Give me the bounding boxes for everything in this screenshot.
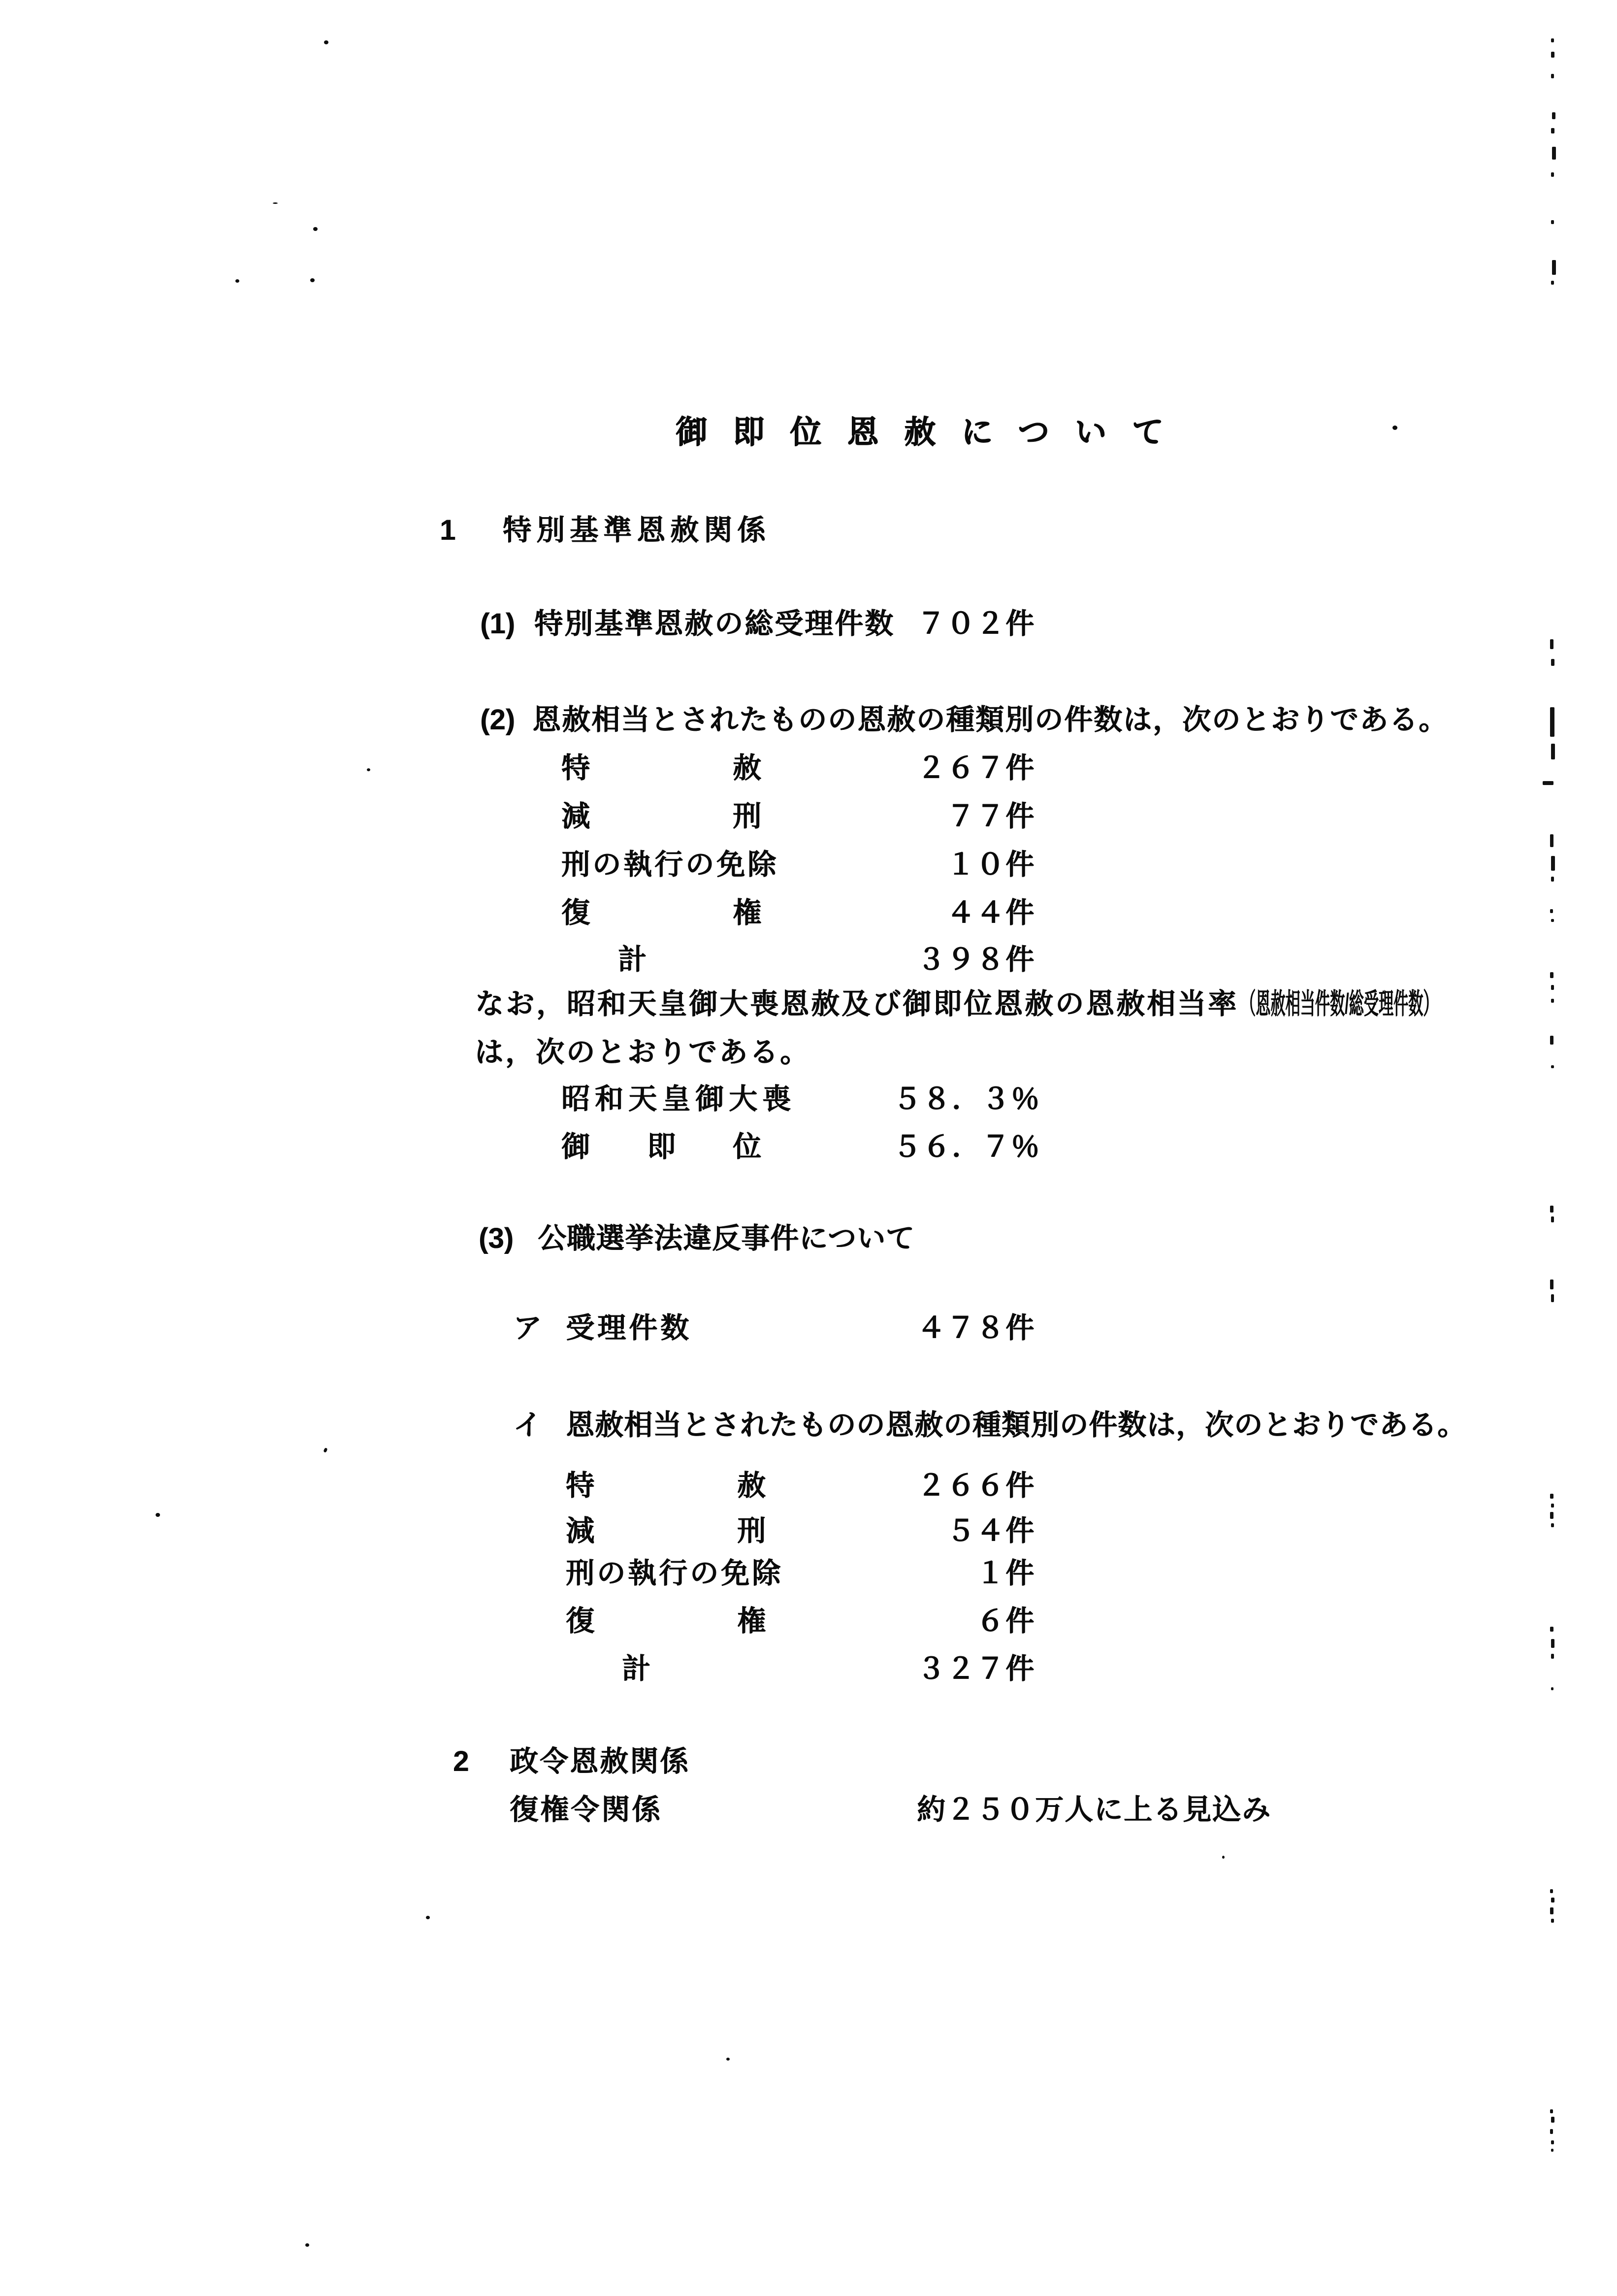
- amnesty-count-value: ２６６件: [917, 1470, 1035, 1502]
- scan-artifact: [305, 2243, 309, 2247]
- scan-artifact: [1550, 909, 1553, 913]
- note-continuation-row: [0, 1037, 1617, 1073]
- section2-value: 約２５０万人に上る見込み: [917, 1794, 1272, 1826]
- scan-artifact: [1551, 919, 1554, 922]
- amnesty-type-label: 刑の執行の免除: [566, 1557, 783, 1589]
- scan-artifact: [1551, 1294, 1554, 1302]
- amnesty-row-menjo: [0, 849, 1617, 886]
- scan-artifact: [1551, 744, 1555, 759]
- amnesty-row-tokusha: [0, 753, 1617, 789]
- scan-artifact: [1222, 1856, 1225, 1859]
- amnesty-total-row: [0, 944, 1617, 981]
- amnesty-type-label: 刑の執行の免除: [561, 849, 779, 881]
- suba-row: [0, 1312, 1617, 1349]
- section2-heading: 政令恩赦関係: [510, 1745, 690, 1777]
- note-row: [0, 988, 1617, 1025]
- item3-heading-row: [0, 1223, 1617, 1259]
- section2-row: [0, 1794, 1617, 1831]
- section1-heading-row: [0, 515, 1617, 551]
- scan-artifact: [1551, 1919, 1554, 1923]
- amnesty-count-value: ２６７件: [917, 752, 1035, 784]
- scan-artifact: [1550, 639, 1553, 649]
- title-row: [0, 415, 1617, 451]
- item1-text: 特別基準恩赦の総受理件数: [534, 608, 895, 640]
- scan-artifact: [1552, 112, 1555, 119]
- scan-artifact: [1551, 985, 1554, 990]
- amnesty-type-label: 特 赦: [561, 752, 762, 784]
- scan-artifact: [1550, 1907, 1553, 1914]
- amnesty-count-value: ５４件: [917, 1515, 1035, 1547]
- suba-marker: ア: [513, 1312, 542, 1344]
- scan-artifact: [1551, 74, 1554, 78]
- scan-artifact: [1550, 1279, 1553, 1289]
- rate-row-taiso: [0, 1083, 1617, 1120]
- scan-artifact: [1551, 128, 1554, 133]
- scan-artifact: [1550, 1512, 1553, 1519]
- amnesty-total-row-2: [0, 1653, 1617, 1690]
- item1-marker: (1): [480, 608, 515, 640]
- amnesty-row-fukken-2: [0, 1606, 1617, 1642]
- scan-artifact: [1552, 260, 1556, 275]
- scan-artifact: [1550, 1889, 1553, 1893]
- amnesty-count-value: ４４件: [917, 897, 1035, 929]
- total-value: ３９８件: [917, 944, 1035, 976]
- item3-marker: (3): [479, 1222, 514, 1254]
- amnesty-row-menjo-2: [0, 1558, 1617, 1594]
- subb-heading-row: [0, 1410, 1617, 1446]
- scan-artifact: [273, 202, 278, 204]
- note-text: なお，昭和天皇御大喪恩赦及び御即位恩赦の恩赦相当率: [475, 988, 1239, 1020]
- rate-label: 昭和天皇御大喪: [561, 1083, 796, 1115]
- amnesty-type-label: 特 赦: [566, 1470, 766, 1502]
- scan-artifact: [1551, 1523, 1554, 1527]
- scan-artifact: [1551, 1654, 1554, 1659]
- scan-artifact: [235, 279, 239, 283]
- rate-value: ５６．７％: [893, 1131, 1041, 1163]
- total-label: 計: [618, 944, 647, 976]
- total-value: ３２７件: [917, 1653, 1035, 1685]
- scan-artifact: [313, 227, 318, 231]
- item2-heading-row: [0, 704, 1617, 741]
- scan-artifact: [1551, 281, 1554, 285]
- amnesty-count-value: ６件: [917, 1605, 1035, 1637]
- scan-artifact: [1551, 2149, 1553, 2152]
- scan-artifact: [1543, 781, 1553, 785]
- scan-artifact: [1551, 999, 1554, 1003]
- suba-value: ４７８件: [917, 1312, 1035, 1344]
- amnesty-type-label: 復 権: [561, 897, 762, 929]
- scan-artifact: [324, 40, 328, 44]
- page-title: 御即位恩赦について: [676, 414, 1189, 450]
- scan-artifact: [1551, 1216, 1554, 1222]
- amnesty-type-label: 減 刑: [561, 800, 762, 832]
- scan-artifact: [1551, 220, 1554, 224]
- scan-artifact: [1551, 2117, 1554, 2123]
- amnesty-type-label: 復 権: [566, 1605, 766, 1637]
- scan-artifact: [1552, 147, 1556, 160]
- rate-row-sokui: [0, 1131, 1617, 1168]
- scan-artifact: [1551, 38, 1554, 42]
- amnesty-row-tokusha-2: [0, 1470, 1617, 1507]
- item3-text: 公職選挙法違反事件について: [538, 1222, 915, 1254]
- scan-artifact: [1550, 707, 1554, 737]
- subb-marker: イ: [513, 1409, 542, 1441]
- amnesty-row-fukken: [0, 897, 1617, 934]
- scan-artifact: [1550, 1036, 1553, 1045]
- scan-artifact: [1551, 1065, 1554, 1068]
- amnesty-row-genkei-2: [0, 1515, 1617, 1552]
- scan-artifact: [1550, 2109, 1553, 2113]
- section2-label: 復権令関係: [510, 1794, 663, 1826]
- scan-artifact: [1551, 1687, 1553, 1690]
- scan-artifact: [1551, 52, 1554, 58]
- scan-artifact: [1550, 1494, 1553, 1499]
- scan-artifact: [726, 2058, 730, 2061]
- scan-artifact: [1550, 972, 1553, 978]
- scan-artifact: [1392, 426, 1397, 430]
- scan-artifact: [156, 1513, 160, 1517]
- scan-artifact: [1551, 659, 1554, 666]
- scan-artifact: [310, 278, 315, 282]
- item2-text: 恩赦相当とされたものの恩赦の種類別の件数は，次のとおりである。: [532, 704, 1449, 736]
- amnesty-count-value: １件: [917, 1557, 1035, 1589]
- amnesty-row-genkei: [0, 801, 1617, 837]
- section2-heading-row: [0, 1746, 1617, 1782]
- section1-heading: 特別基準恩赦関係: [503, 514, 771, 546]
- rate-value: ５８．３％: [893, 1083, 1041, 1115]
- item1-row: [0, 608, 1617, 645]
- scan-artifact: [367, 768, 370, 771]
- scan-artifact: [1551, 877, 1554, 882]
- scan-artifact: [1551, 172, 1554, 177]
- amnesty-type-label: 減 刑: [566, 1515, 766, 1547]
- scan-artifact: [1551, 1898, 1554, 1902]
- total-label: 計: [622, 1653, 651, 1685]
- subb-text: 恩赦相当とされたものの恩赦の種類別の件数は，次のとおりである。: [566, 1409, 1467, 1441]
- item1-value: ７０２件: [917, 608, 1035, 640]
- note-paren: （恩赦相当件数/総受理件数）: [1241, 988, 1438, 1020]
- scan-artifact: [1551, 1504, 1554, 1508]
- amnesty-count-value: １０件: [917, 849, 1035, 881]
- section2-number: 2: [453, 1745, 469, 1777]
- rate-label: 御 即 位: [561, 1131, 762, 1163]
- scan-artifact: [426, 1916, 430, 1919]
- scan-artifact: [1551, 2140, 1554, 2144]
- section1-number: 1: [440, 514, 456, 546]
- scan-artifact: [1551, 856, 1555, 871]
- scan-artifact: [1550, 834, 1553, 847]
- item2-marker: (2): [480, 704, 515, 736]
- scan-artifact: [323, 1447, 327, 1453]
- scan-artifact: [1550, 1627, 1553, 1632]
- scan-artifact: [1550, 1206, 1553, 1213]
- amnesty-count-value: ７７件: [917, 800, 1035, 832]
- suba-label: 受理件数: [566, 1312, 692, 1344]
- scan-artifact: [1550, 2129, 1553, 2134]
- scan-artifact: [1551, 1639, 1554, 1648]
- note-continuation: は，次のとおりである。: [475, 1036, 811, 1068]
